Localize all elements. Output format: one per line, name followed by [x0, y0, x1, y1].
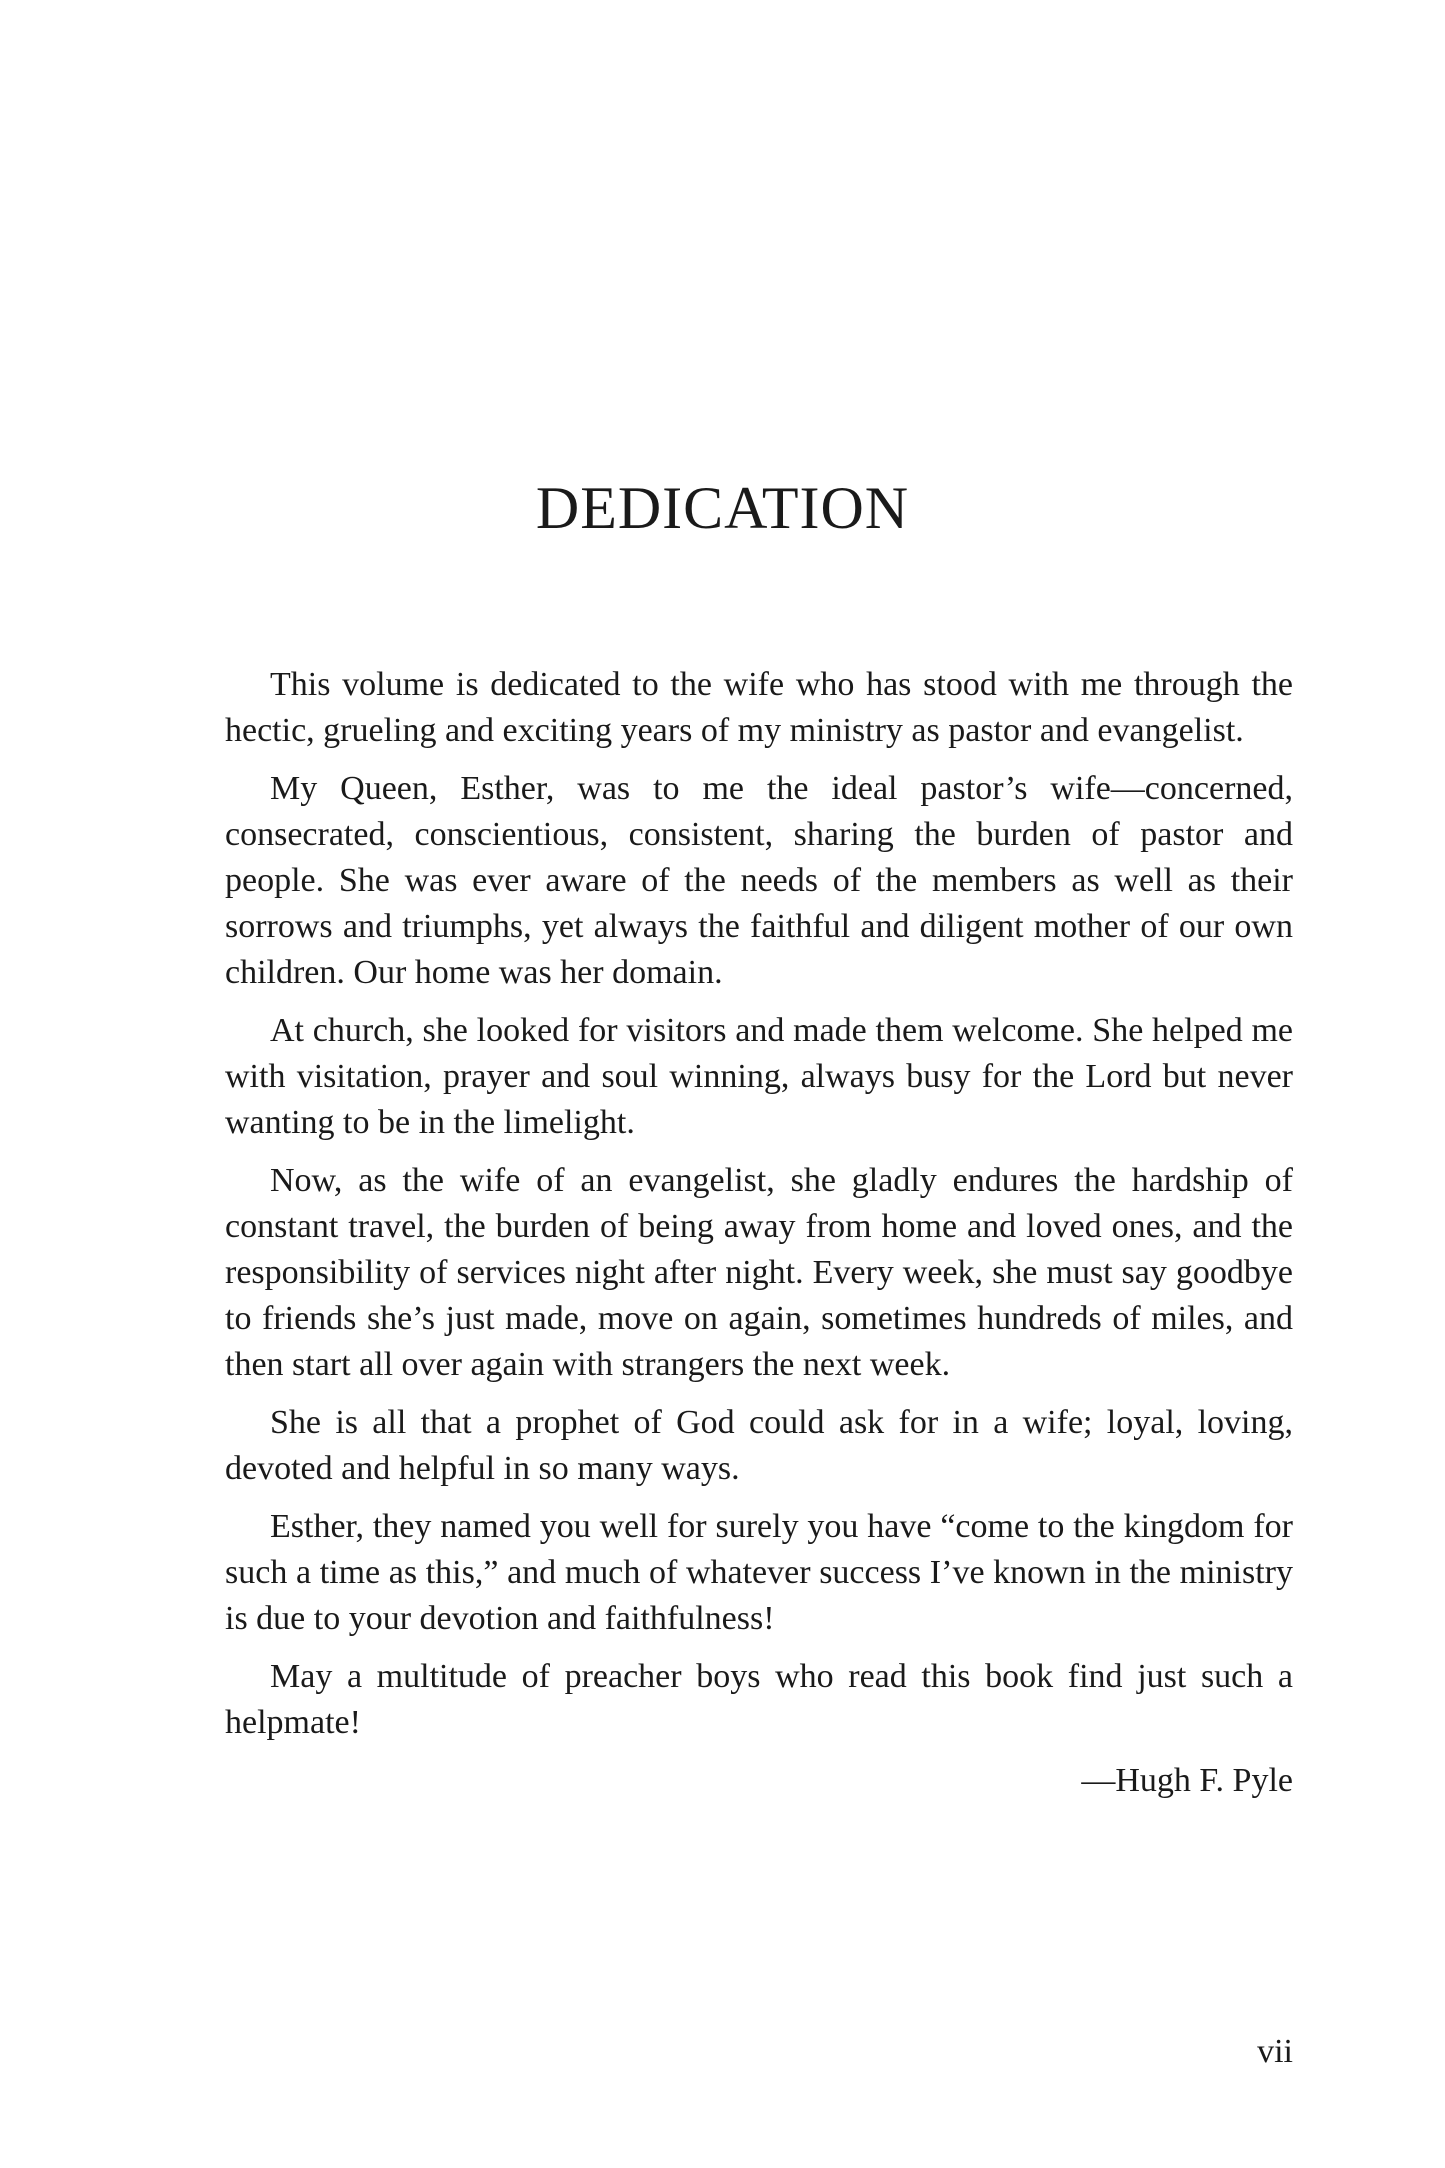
paragraph-5: She is all that a prophet of God could ask for in a wife; loyal, loving, devoted and helpful in so many ways.	[225, 1404, 1293, 1487]
paragraph-3: At church, she looked for visitors and made them welcome. She helped me with visitation, prayer and soul winning, always busy for the Lord but never wanting to be in the limelight.	[225, 1012, 1293, 1141]
paragraph-4: Now, as the wife of an evangelist, she gladly endures the hardship of constant travel, the burden of being away from home and loved ones, and the responsibility of services night after night. Every week, she must say goodbye to friends she’s just made, move on again, sometimes hundreds of miles, and then start all over again with strangers the next week.	[225, 1162, 1293, 1383]
paragraph-1: This volume is dedicated to the wife who has stood with me through the hectic, grueling and exciting years of my ministry as pastor and evangelist.	[225, 666, 1293, 749]
dedication-body	[225, 662, 1293, 1804]
page-number: vii	[1257, 2033, 1293, 2070]
page-title: DEDICATION	[535, 475, 910, 541]
paragraph-2: My Queen, Esther, was to me the ideal pastor’s wife—concerned, consecrated, conscientious, consistent, sharing the burden of pastor and people. She was ever aware of the needs of the members as well as their sorrows and triumphs, yet always the faithful and diligent mother of our own children. Our home was her domain.	[225, 770, 1293, 991]
paragraph-6: Esther, they named you well for surely you have “come to the kingdom for such a time as this,” and much of whatever success I’ve known in the ministry is due to your devotion and faithfulness!	[225, 1508, 1293, 1637]
author-signature: —Hugh F. Pyle	[1081, 1762, 1293, 1799]
paragraph-7: May a multitude of preacher boys who read this book find just such a helpmate!	[225, 1658, 1293, 1741]
